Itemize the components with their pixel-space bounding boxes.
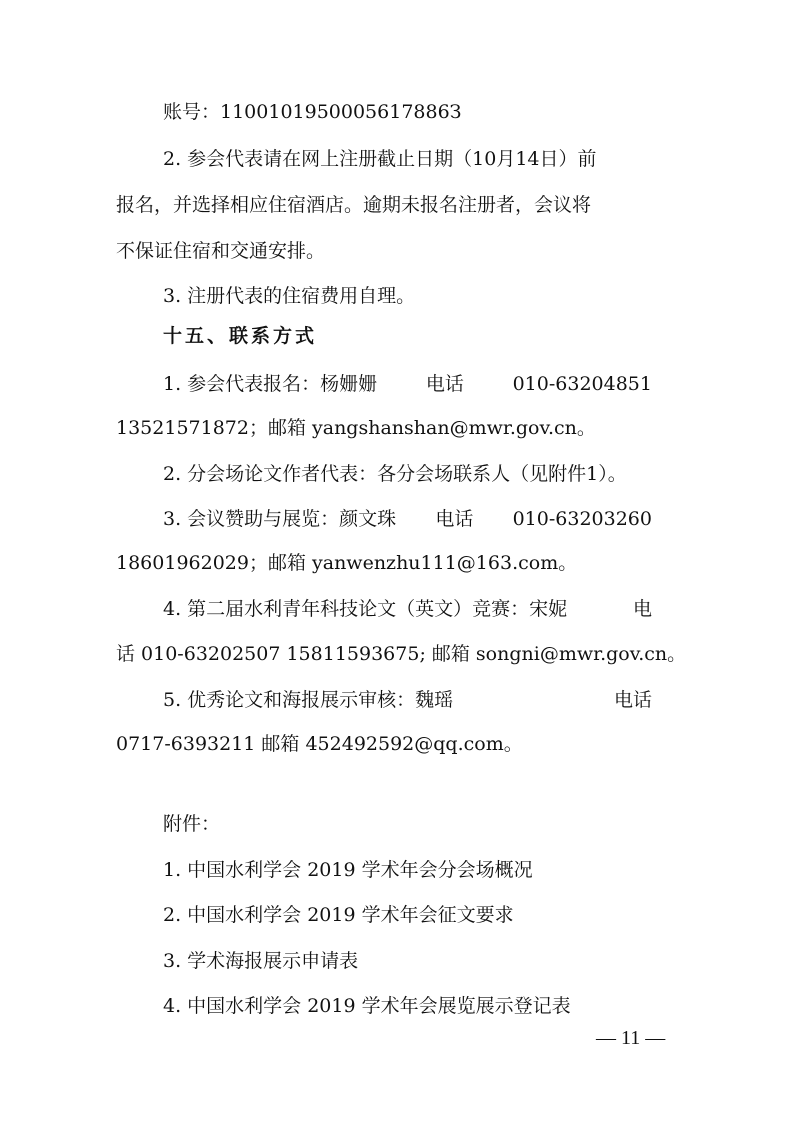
contact-item-3-name: 3. 会议赞助与展览：颜文珠 (163, 508, 397, 530)
contact-item-1-name: 1. 参会代表报名：杨姗姗 (163, 373, 378, 395)
contact-item-3-line-1 (163, 505, 652, 533)
contact-item-5-line-2: 0717-6393211 邮箱 452492592@qq.com。 (116, 733, 523, 755)
contact-item-5-name: 5. 优秀论文和海报展示审核：魏瑶 (163, 689, 454, 711)
contact-item-2: 2. 分会场论文作者代表：各分会场联系人（见附件1）。 (163, 463, 627, 485)
contact-item-3-phone: 010-63203260 (512, 508, 652, 530)
attachment-item: 2. 中国水利学会 2019 学术年会征文要求 (163, 904, 514, 926)
attachment-item: 4. 中国水利学会 2019 学术年会展览展示登记表 (163, 995, 571, 1017)
page-number: — 11 — (596, 1027, 666, 1049)
contact-item-1-phone-label: 电话 (425, 373, 464, 395)
registration-item-2-line-1: 2. 参会代表请在网上注册截止日期（10月14日）前 (163, 148, 597, 170)
attachment-item: 1. 中国水利学会 2019 学术年会分会场概况 (163, 859, 533, 881)
contact-item-3-phone-label: 电话 (435, 508, 474, 530)
attachments-label: 附件： (163, 813, 221, 835)
registration-item-2-line-3: 不保证住宿和交通安排。 (116, 240, 326, 262)
account-number: 账号：1100101950005617886З (163, 101, 462, 123)
attachment-item: 3. 学术海报展示申请表 (163, 950, 359, 972)
contact-item-4-name: 4. 第二届水利青年科技论文（英文）竞赛：宋妮 (163, 598, 568, 620)
contact-item-4-line-2: 话 010-63202507 15811593675; 邮箱 songni@mwr.gov.cn。 (116, 643, 687, 665)
registration-item-3: 3. 注册代表的住宿费用自理。 (163, 285, 416, 307)
contact-item-4-phone-label: 电 (632, 598, 652, 620)
contact-item-1-line-1 (163, 370, 652, 398)
contact-item-4-line-1 (163, 595, 652, 623)
contact-item-3-line-2: 18601962029；邮箱 yanwenzhu111@163.com。 (116, 552, 578, 574)
contact-item-1-line-2: 13521571872；邮箱 yangshanshan@mwr.gov.cn。 (116, 417, 596, 439)
contact-item-1-phone: 010-63204851 (512, 373, 652, 395)
contact-item-5-line-1 (163, 686, 652, 714)
contacts-heading: 十五、联系方式 (163, 325, 318, 347)
registration-item-2-line-2: 报名，并选择相应住宿酒店。逾期未报名注册者，会议将 (116, 194, 592, 216)
contact-item-5-phone-label: 电话 (613, 689, 652, 711)
